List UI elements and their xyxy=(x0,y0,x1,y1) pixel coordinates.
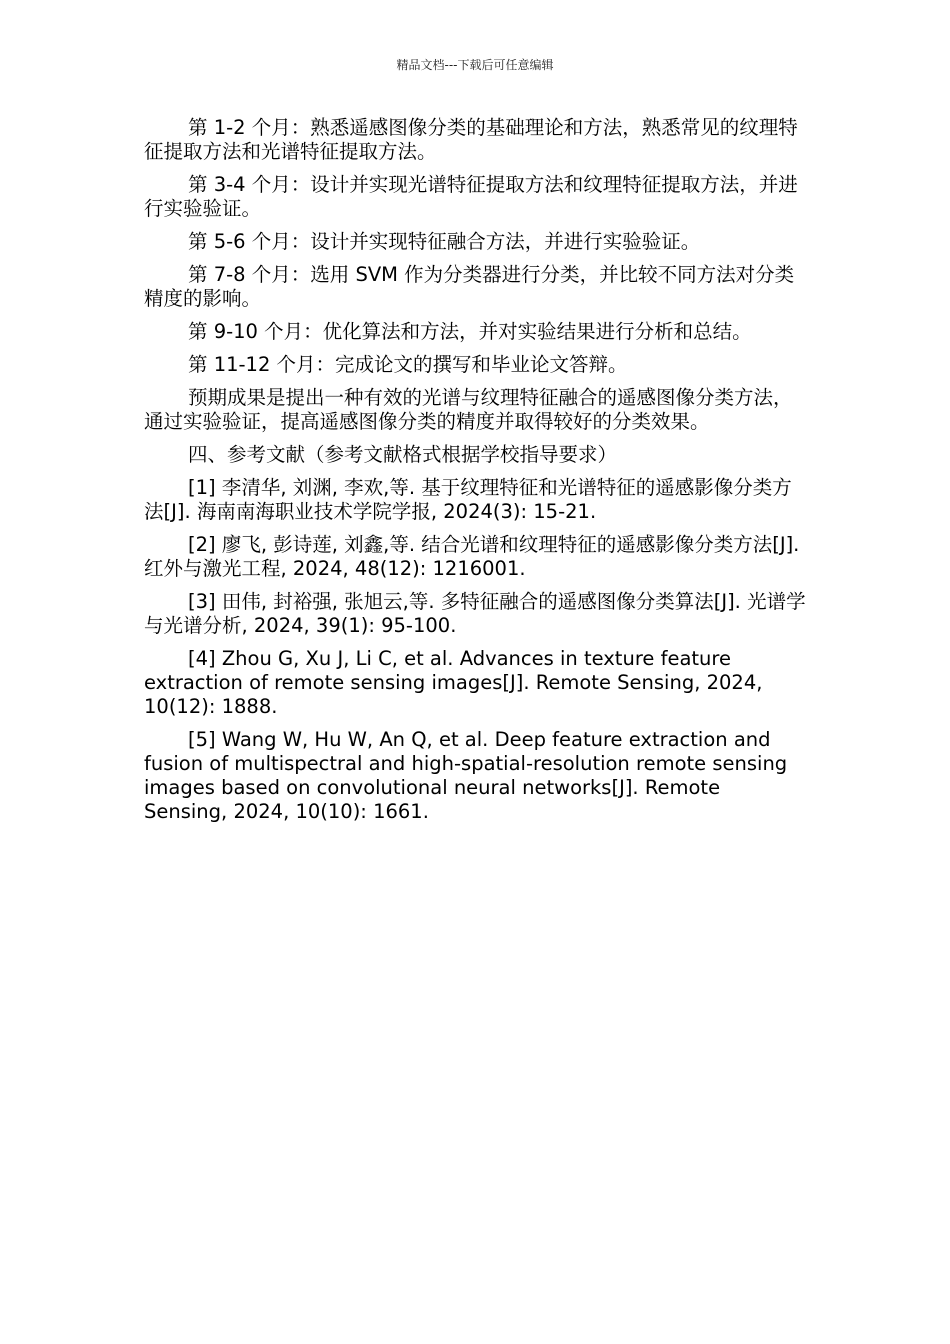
reference-item-4: [4] Zhou G, Xu J, Li C, et al. Advances in texture feature extraction of remote sensing images[J]. Remote Sensing, 2024, 10(12): 1888. xyxy=(144,647,763,718)
plan-month-11-12: 第 11-12 个月：完成论文的撰写和毕业论文答辩。 xyxy=(188,353,628,376)
references-heading: 四、参考文献（参考文献格式根据学校指导要求） xyxy=(188,443,618,466)
document-body xyxy=(144,116,808,833)
page-header: 精品文档---下载后可任意编辑 xyxy=(396,58,554,72)
plan-month-3-4: 第 3-4 个月：设计并实现光谱特征提取方法和纹理特征提取方法，并进行实验验证。 xyxy=(144,173,798,220)
plan-month-9-10: 第 9-10 个月：优化算法和方法，并对实验结果进行分析和总结。 xyxy=(188,320,752,343)
reference-item-5: [5] Wang W, Hu W, An Q, et al. Deep feature extraction and fusion of multispectral and high-spatial-resolution remote sensing images based on convolutional neural networks[J]. Remote Sensing, 2024, 10(10): 1661. xyxy=(144,728,788,823)
reference-item-1: [1] 李清华, 刘渊, 李欢,等. 基于纹理特征和光谱特征的遥感影像分类方法[J]. 海南南海职业技术学院学报, 2024(3): 15-21. xyxy=(144,476,792,523)
plan-month-1-2: 第 1-2 个月：熟悉遥感图像分类的基础理论和方法，熟悉常见的纹理特征提取方法和光谱特征提取方法。 xyxy=(144,116,798,163)
plan-month-7-8: 第 7-8 个月：选用 SVM 作为分类器进行分类，并比较不同方法对分类精度的影响。 xyxy=(144,263,795,310)
reference-item-3: [3] 田伟, 封裕强, 张旭云,等. 多特征融合的遥感图像分类算法[J]. 光谱学与光谱分析, 2024, 39(1): 95-100. xyxy=(144,590,806,637)
reference-item-2: [2] 廖飞, 彭诗莲, 刘鑫,等. 结合光谱和纹理特征的遥感影像分类方法[J]. 红外与激光工程, 2024, 48(12): 1216001. xyxy=(144,533,800,580)
plan-month-5-6: 第 5-6 个月：设计并实现特征融合方法，并进行实验验证。 xyxy=(188,230,701,253)
expected-results: 预期成果是提出一种有效的光谱与纹理特征融合的遥感图像分类方法，通过实验验证，提高遥感图像分类的精度并取得较好的分类效果。 xyxy=(144,386,793,433)
